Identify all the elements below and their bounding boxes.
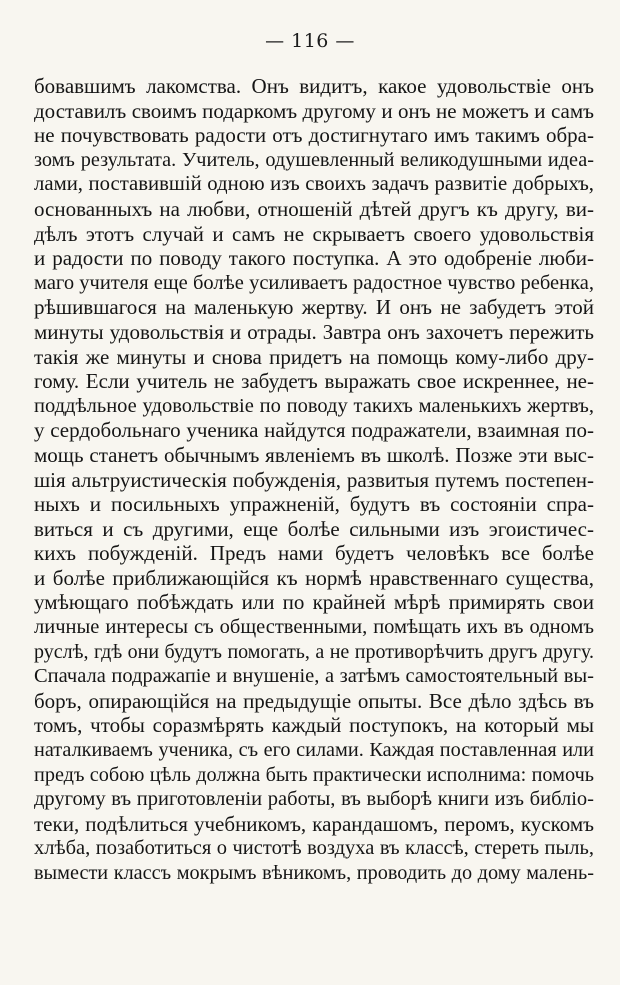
text-line: поддѣльное удовольствіе по поводу такихъ маленькихъ жертвъ,: [34, 394, 594, 417]
text-line: боръ, опирающійся на предыдущіе опыты. Все дѣло здѣсь въ: [34, 688, 594, 713]
text-line: бовавшимъ лакомства. Онъ видитъ, какое удовольствіе онъ: [34, 74, 594, 98]
text-line: гому. Если учитель не забудетъ выражать свое искреннее, не-: [34, 369, 594, 394]
text-line: зомъ результата. Учитель, одушевленный великодушными идеа-: [34, 148, 594, 171]
text-line: другому въ приготовленіи работы, въ выборѣ книги изъ библіо-: [34, 788, 594, 811]
text-line: кихъ побужденій. Предъ нами будетъ человѣкъ все болѣе: [34, 541, 594, 566]
text-line: основанныхъ на любви, отношеній дѣтей другъ къ другу, ви-: [34, 196, 594, 221]
text-line: маго учителя еще болѣе усиливаетъ радостное чувство ребенка,: [34, 271, 594, 294]
text-line: руслѣ, гдѣ они будутъ помогать, а не противорѣчить другъ другу.: [34, 640, 594, 663]
text-line: шія альтруистическія побужденія, развитыя путемъ постепен-: [34, 467, 594, 492]
text-line: наталкиваемъ ученика, съ его силами. Каждая поставленная или: [34, 739, 594, 762]
text-line: мощь станетъ обычнымъ явленіемъ въ школѣ. Позже эти выс-: [34, 442, 594, 467]
text-line: теки, подѣлиться учебникомъ, карандашомъ, перомъ, кускомъ: [34, 811, 594, 836]
text-line: ныхъ и посильныхъ упражненій, будутъ въ состояніи спра-: [34, 492, 594, 517]
text-line: личные интересы съ общественными, помѣщать ихъ въ одномъ: [34, 616, 594, 639]
text-line: виться и съ другими, еще болѣе сильными изъ эгоистичес-: [34, 516, 594, 541]
text-line: вымести классъ мокрымъ вѣникомъ, проводить до дому малень-: [34, 862, 594, 884]
text-line: предъ собою цѣль должна быть практически исполнима: помочь: [34, 763, 594, 786]
text-line: доставилъ своимъ подаркомъ другому и онъ не можетъ и самъ: [34, 98, 594, 123]
text-line: не почувствовать радости отъ достигнутаго имъ такимъ обра-: [34, 123, 594, 148]
text-line: у сердобольнаго ученика найдутся подражатели, взаимная по-: [34, 418, 594, 443]
text-line: рѣшившагося на маленькую жертву. И онъ не забудетъ этой: [34, 295, 594, 320]
page-number: — 116 —: [265, 30, 355, 52]
text-line: лами, поставившій одною изъ своихъ задачъ развитіе добрыхъ,: [34, 173, 594, 196]
text-line: умѣющаго побѣждать или по крайней мѣрѣ примирять свои: [34, 590, 594, 615]
text-line: дѣлъ этотъ случай и самъ не скрываетъ своего удовольствія: [34, 221, 594, 246]
text-line: такія же минуты и снова придетъ на помощь кому-либо дру-: [34, 344, 594, 369]
text-line: томъ, чтобы соразмѣрять каждый поступокъ, на который мы: [34, 713, 594, 738]
text-line: минуты удовольствія и отрады. Завтра онъ захочетъ пережить: [34, 319, 594, 344]
text-line: хлѣба, позаботиться о чистотѣ воздуха въ классѣ, стереть пыль,: [34, 837, 594, 860]
text-line: и радости по поводу такого поступка. А это одобреніе люби-: [34, 246, 594, 271]
text-line: Спачала подражапіе и внушеніе, а затѣмъ самостоятельный вы-: [34, 665, 594, 688]
body-text: [34, 74, 594, 886]
text-line: и болѣе приближающійся къ нормѣ нравственнаго существа,: [34, 565, 594, 590]
